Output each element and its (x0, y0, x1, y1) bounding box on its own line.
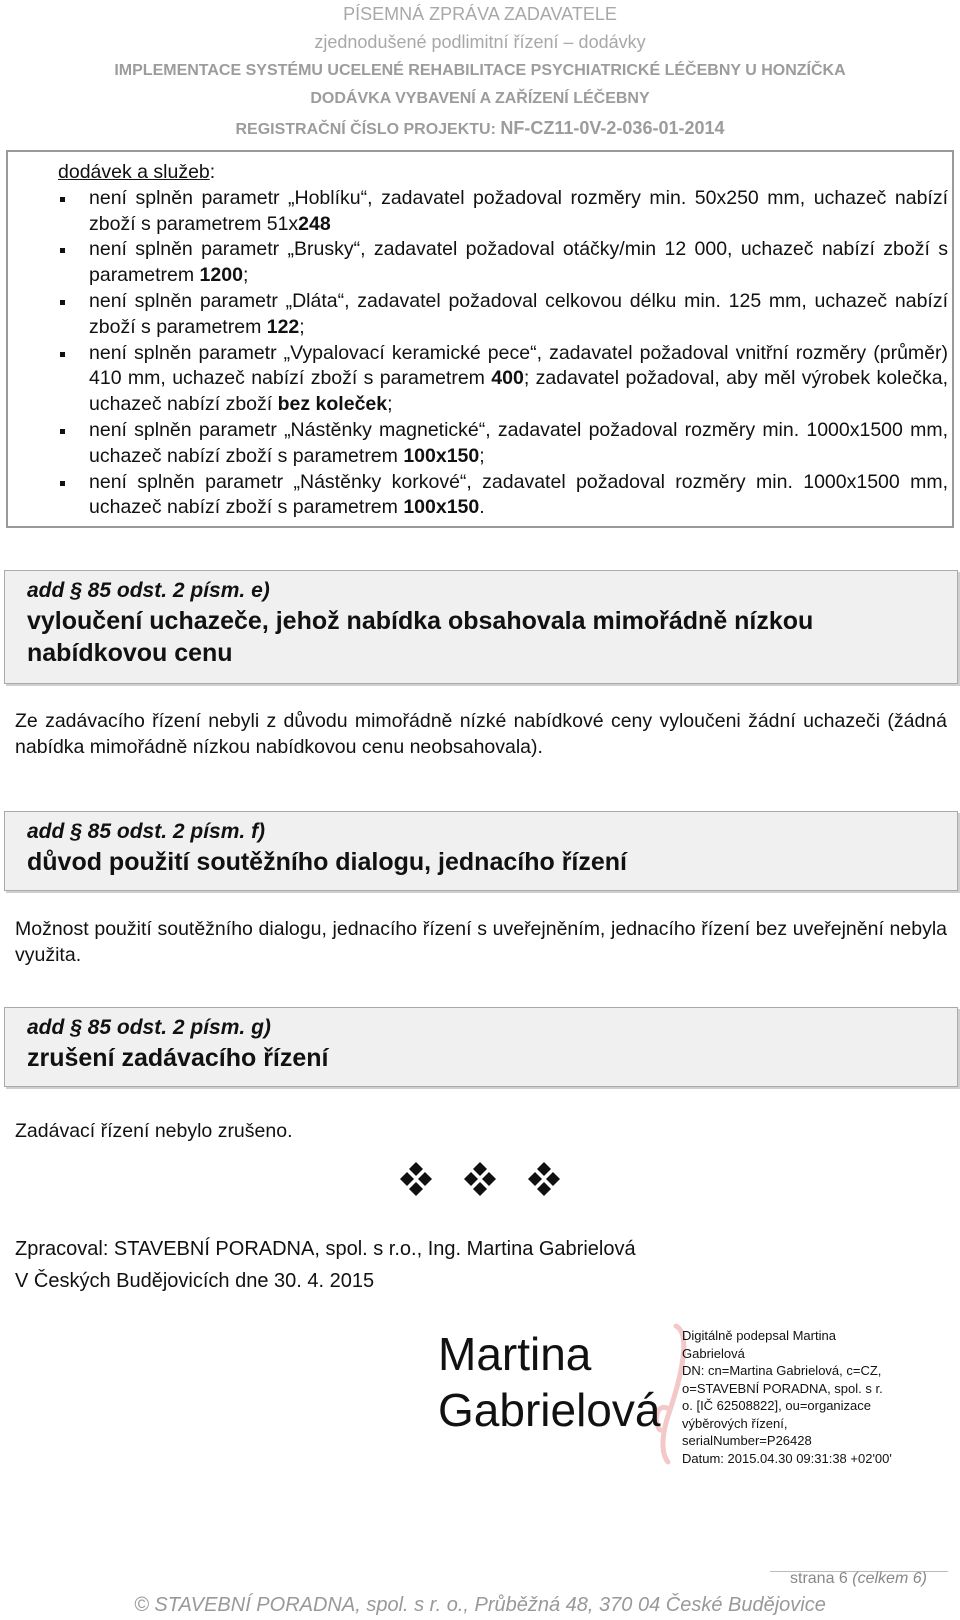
section-text-f: Možnost použití soutěžního dialogu, jednacího řízení s uveřejněním, jednacího řízení bez uveřejnění nebyla využita. (15, 918, 947, 966)
list-item (58, 289, 948, 341)
signature-detail-line: Datum: 2015.04.30 09:31:38 +02'00' (682, 1450, 892, 1466)
reasons-content (58, 160, 948, 521)
bullet-icon (60, 300, 65, 305)
item-text: není splněn parametr „Vypalovací keramické pece“, zadavatel požadoval vnitřní rozměry (průměr) 410 mm, uchazeč nabízí zboží s parametrem (89, 341, 948, 390)
bullet-icon (60, 248, 65, 253)
signature-last-name: Gabrielová (438, 1384, 661, 1436)
ornament-icon (398, 1160, 568, 1202)
item-value: 248 (298, 212, 331, 235)
signature-name (438, 1326, 660, 1438)
list-item (58, 470, 948, 522)
list-item (58, 186, 948, 238)
signature-first-name: Martina (438, 1328, 592, 1380)
page-label: strana 6 (790, 1570, 848, 1587)
item-text: není splněn parametr „Nástěnky magnetické“, zadavatel požadoval rozměry min. 1000x1500 mm, uchazeč nabízí zboží s parametrem (89, 418, 948, 467)
section-reference: add § 85 odst. 2 písm. f) (27, 820, 266, 843)
signature-detail-line: Digitálně podepsal Martina (682, 1328, 836, 1343)
section-heading-e (4, 570, 958, 684)
section-text-g: Zadávací řízení nebylo zrušeno. (15, 1120, 293, 1142)
list-item (58, 418, 948, 470)
reasons-intro-text: dodávek a služeb (58, 161, 210, 183)
header-project-title: IMPLEMENTACE SYSTÉMU UCELENÉ REHABILITACE PSYCHIATRICKÉ LÉČEBNY U HONZÍČKA (114, 62, 846, 79)
bullet-icon (60, 352, 65, 357)
section-heading-f (4, 811, 958, 891)
signature-detail-line: Gabrielová (682, 1345, 745, 1361)
section-title: důvod použití soutěžního dialogu, jednacího řízení (27, 848, 627, 876)
header-contract-title: DODÁVKA VYBAVENÍ A ZAŘÍZENÍ LÉČEBNY (310, 90, 650, 107)
item-value: 400 (491, 367, 524, 390)
item-text: není splněn parametr „Dláta“, zadavatel požadoval celkovou délku min. 125 mm, uchazeč nabízí zboží s parametrem (89, 289, 948, 338)
item-text-end: . (479, 496, 485, 519)
section-text-e: Ze zadávacího řízení nebyli z důvodu mimořádně nízké nabídkové ceny vyloučeni žádní uchazeči (žádná nabídka mimořádně nízkou nabídkovou cenu neobsahovala). (15, 710, 947, 758)
page-total: (celkem 6) (852, 1570, 927, 1587)
registration-label: REGISTRAČNÍ ČÍSLO PROJEKTU: (235, 121, 496, 138)
item-value: 122 (266, 315, 300, 338)
item-text: není splněn parametr „Nástěnky korkové“, zadavatel požadoval rozměry min. 1000x1500 mm, uchazeč nabízí zboží s parametrem (89, 470, 948, 519)
list-item (58, 341, 948, 418)
list-item (58, 237, 948, 289)
place-date: V Českých Budějovicích dne 30. 4. 2015 (15, 1270, 375, 1292)
item-value-2: bez koleček (277, 393, 388, 416)
signature-detail-line: o. [IČ 62508822], ou=organizace (682, 1398, 872, 1413)
section-reference: add § 85 odst. 2 písm. g) (27, 1016, 271, 1039)
signature-detail-line: DN: cn=Martina Gabrielová, c=CZ, (682, 1363, 882, 1378)
item-text-end: ; (479, 444, 485, 467)
page-number (790, 1570, 927, 1588)
registration-value: NF-CZ11-0V-2-036-01-2014 (500, 118, 725, 138)
header-document-type: PÍSEMNÁ ZPRÁVA ZADAVATELE (343, 4, 617, 24)
signature-detail-line: výběrových řízení, (682, 1415, 788, 1431)
bullet-icon (60, 429, 65, 434)
item-value: 100x150 (403, 496, 480, 519)
footer-company: © STAVEBNÍ PORADNA, spol. s r. o., Průběžná 48, 370 04 České Budějovice (134, 1594, 826, 1616)
bullet-icon (60, 481, 65, 486)
item-value: 100x150 (403, 444, 480, 467)
item-text-end: ; (299, 315, 305, 338)
reasons-list (58, 186, 948, 521)
prepared-by: Zpracoval: STAVEBNÍ PORADNA, spol. s r.o., Ing. Martina Gabrielová (15, 1238, 636, 1260)
section-title: zrušení zadávacího řízení (27, 1044, 329, 1072)
reasons-intro (58, 160, 948, 186)
section-heading-g (4, 1007, 958, 1087)
signature-detail-line: serialNumber=P26428 (682, 1433, 812, 1448)
bullet-icon (60, 197, 65, 202)
section-title: vyloučení uchazeče, jehož nabídka obsahovala mimořádně nízkou nabídkovou cenu (27, 607, 814, 667)
reasons-intro-colon: : (209, 161, 216, 183)
item-text-mid: ; zadavatel požadoval, aby měl výrobek kolečka, uchazeč nabízí zboží (89, 367, 948, 416)
header-registration-number (0, 118, 960, 139)
item-value: 1200 (199, 264, 243, 287)
item-text-end: ; (387, 393, 393, 416)
section-reference: add § 85 odst. 2 písm. e) (27, 579, 270, 602)
item-text: není splněn parametr „Brusky“, zadavatel požadoval otáčky/min 12 000, uchazeč nabízí zboží s parametrem (89, 238, 948, 287)
item-text-end: ; (242, 264, 249, 287)
header-procedure-type: zjednodušené podlimitní řízení – dodávky (314, 32, 646, 52)
item-text: není splněn parametr „Hoblíku“, zadavatel požadoval rozměry min. 50x250 mm, uchazeč nabízí zboží s parametrem 51x (89, 186, 948, 235)
signature-details (682, 1327, 952, 1467)
signature-detail-line: o=STAVEBNÍ PORADNA, spol. s r. (682, 1380, 883, 1396)
